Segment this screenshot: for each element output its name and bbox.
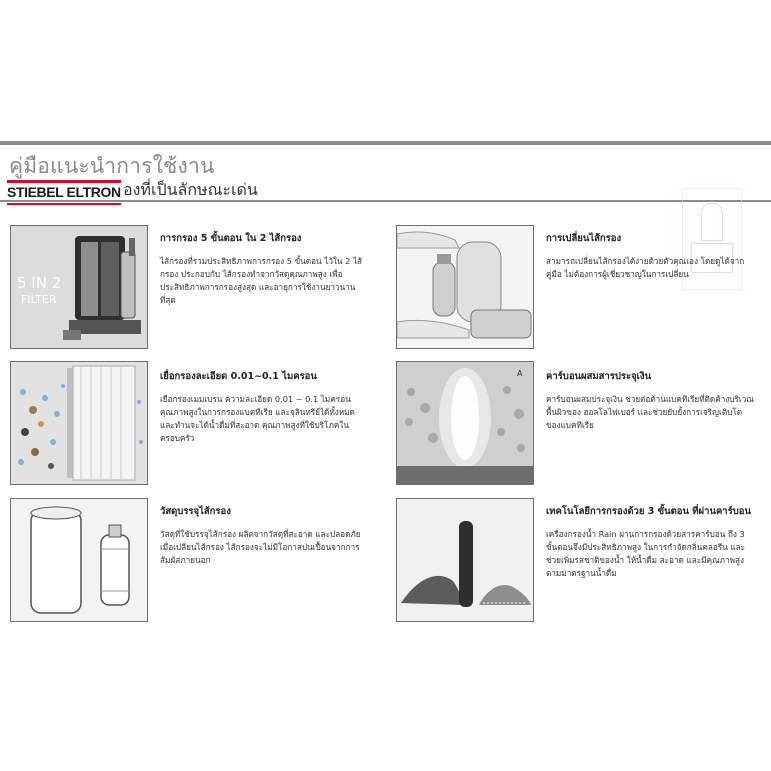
feature-body: ไส้กรองที่รวมประสิทธิภาพการกรอง 5 ขั้นตอน ไว้ใน 2 ไส้กรอง ประกอบกับ ไส้กรองทำจากวัสดุคุณภาพสูง เพื่อประสิทธิภาพการกรองสูงสุด และอายุการใช้งานยาวนานที่สุด: [160, 256, 363, 305]
filter-housing-image: [10, 498, 148, 622]
feature-card-filter-change: [546, 232, 756, 281]
silver-carbon-image: [396, 361, 534, 485]
section-subtitle: องที่เป็นลักษณะเด่น: [123, 180, 258, 199]
header-rule-top: [0, 141, 771, 145]
feature-card-membrane: [160, 370, 370, 445]
feature-title: คาร์บอนผสมสารประจุเงิน: [546, 371, 652, 382]
feature-card-silver-carbon: [546, 370, 756, 432]
feature-card-housing: [160, 505, 370, 567]
feature-body: วัสดุที่ใช้บรรจุไส้กรอง ผลิตจากวัสดุที่สะอาด และปลอดภัยเมื่อเปลี่ยนไส้กรอง ไส้กรองจะไม่มีโอกาสปนเปื้อนจากการสัมผัสภายนอก: [160, 529, 361, 565]
feature-card-5in2: [160, 232, 370, 307]
brand-logo: STIEBEL ELTRON: [7, 180, 121, 205]
image-label-filter: FILTER: [21, 293, 57, 306]
image-label-5in2: 5 IN 2: [17, 274, 62, 292]
membrane-image: [10, 361, 148, 485]
header-rule-bottom: [0, 200, 771, 202]
feature-body: สามารถเปลี่ยนไส้กรองได้ง่ายด้วยตัวคุณเอง โดยดูได้จากคู่มือ ไม่ต้องการผู้เชี่ยวชาญในการเปลี่ยน: [546, 256, 745, 279]
feature-title: วัสดุบรรจุไส้กรอง: [160, 506, 231, 517]
feature-body: เยื่อกรองเมมเบรน ความละเอียด 0.01 ~ 0.1 ไมครอน คุณภาพสูงในการกรองแบคทีเรีย และจุลินทรีย์ได้ทั้งหมด และทำนจะได้น้ำดื่มที่สะอาด คุณภาพสูงที่ใช้บริโภคในครอบครัว: [160, 394, 355, 443]
image-mark: A: [517, 369, 523, 378]
feature-title: เยื่อกรองละเอียด 0.01~0.1 ไมครอน: [160, 371, 317, 382]
feature-title: การเปลี่ยนไส้กรอง: [546, 233, 622, 244]
filter-5in2-image: [10, 225, 148, 349]
feature-card-carbon-3stage: [546, 505, 756, 580]
carbon-stage-image: [396, 498, 534, 622]
feature-body: เครื่องกรองน้ำ Rain ผ่านการกรองด้วยสารคาร์บอน ถึง 3 ขั้นตอนจึงมีประสิทธิภาพสูง ในการกำจัดกลิ่นคลอรีน และช่วยเพิ่มรสชาติของน้ำ ให้น้ำดื่ม สะอาด และมีคุณภาพสูง ตามมาตรฐานน้ำดื่ม: [546, 529, 746, 578]
feature-title: เทคโนโลยีการกรองด้วย 3 ขั้นตอน ที่ผ่านคาร์บอน: [546, 506, 751, 517]
filter-change-image: [396, 225, 534, 349]
page-title: คู่มือแนะนำการใช้งาน: [9, 154, 215, 178]
feature-body: คาร์บอนผสมประจุเงิน ช่วยต่อต้านแบคทีเรียที่ติดค้างบริเวณพื้นผิวของ ฮอลโลไฟเบอร์ และช่วยยับยั้งการเจริญเติบโตของแบคทีเรีย: [546, 394, 754, 430]
feature-title: การกรอง 5 ขั้นตอน ใน 2 ไส้กรอง: [160, 233, 302, 244]
